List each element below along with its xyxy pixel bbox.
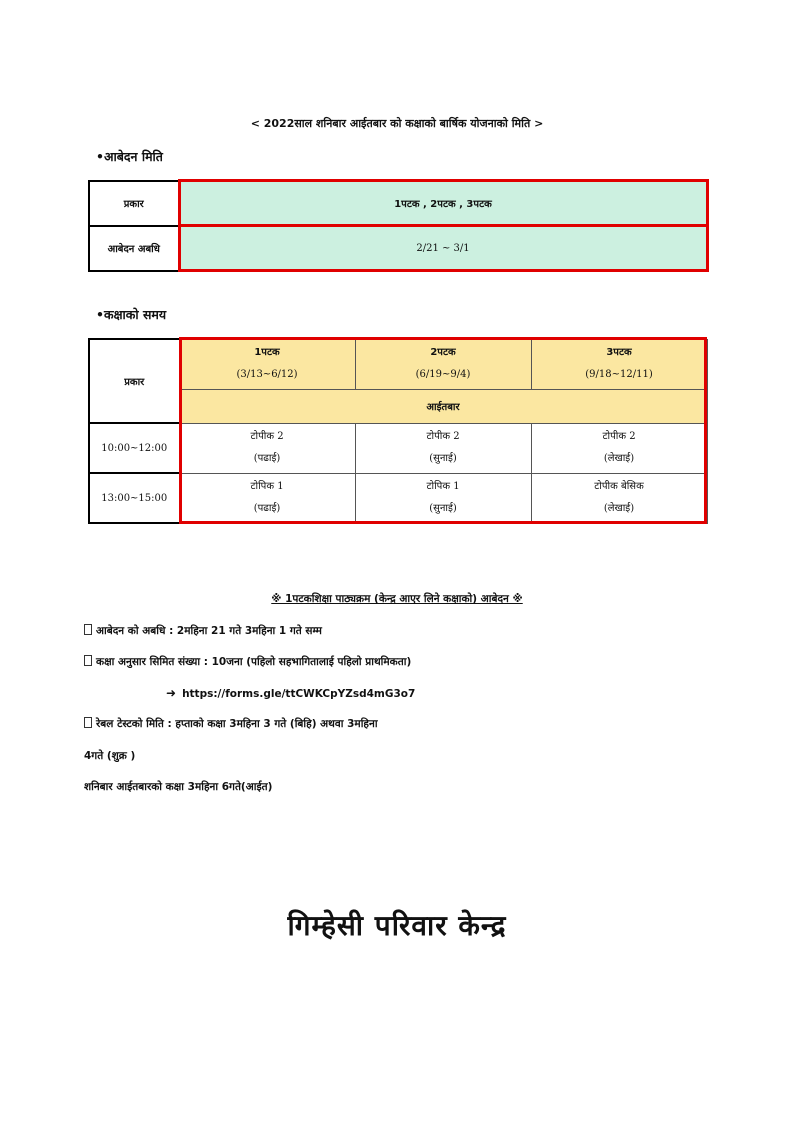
bullet-icon: [84, 717, 92, 728]
form-link-line: [166, 686, 415, 700]
document-title: < 2022साल शनिबार आईतबार को कक्षाको बार्षिक योजनाको मिति >: [250, 117, 544, 130]
topic-label: टोपीक 2: [602, 431, 636, 442]
bullet-icon: [84, 655, 92, 666]
type-value: 1पटक , 2पटक , 3पटक: [179, 181, 707, 226]
level-test-line: [84, 717, 378, 731]
term-2-name: 2पटक: [430, 347, 456, 358]
topic-label: टोपिक 1: [426, 481, 460, 492]
term-2-cell: [355, 339, 531, 389]
skill-label: (लेखाई): [603, 453, 635, 464]
table-row: [89, 339, 707, 389]
class-time-table: [88, 338, 708, 524]
topic-label: टोपीक बेसिक: [594, 481, 644, 492]
day-label: आईतबार: [179, 389, 707, 423]
table-row: [89, 389, 707, 423]
application-period-line: [84, 624, 322, 638]
skill-label: (पढाई): [253, 503, 281, 514]
capacity-line: [84, 655, 411, 669]
topic-label: टोपीक 2: [426, 431, 460, 442]
type-label: प्रकार: [89, 339, 179, 423]
table-row: [89, 181, 707, 226]
term-3-cell: [531, 339, 707, 389]
term-1-cell: [179, 339, 355, 389]
level-test-text: रेबल टेस्टको मिति : हप्ताको कक्षा 3महिना 3 गते (बिहि) अथवा 3महिना: [96, 718, 378, 730]
type-label: प्रकार: [89, 181, 179, 226]
organization-name: गिम्हेसी परिवार केन्द्र: [287, 909, 507, 942]
topic-label: टोपीक 2: [250, 431, 284, 442]
slot-1-term-2: [355, 423, 531, 473]
period-text: आबेदन को अबधि : 2महिना 21 गते 3महिना 1 गते सम्म: [96, 625, 322, 637]
skill-label: (पढाई): [253, 453, 281, 464]
term-3-name: 3पटक: [606, 347, 632, 358]
application-table: [88, 179, 709, 272]
slot-2-term-1: [179, 473, 355, 523]
period-label: आबेदन अबधि: [89, 226, 179, 271]
form-link[interactable]: https://forms.gle/ttCWKCpYZsd4mG3o7: [182, 688, 416, 700]
term-3-range: (9/18~12/11): [585, 369, 653, 380]
period-value: 2/21 ~ 3/1: [179, 226, 707, 271]
slot-1-term-3: [531, 423, 707, 473]
arrow-right-icon: ➜: [166, 686, 177, 700]
capacity-text: कक्षा अनुसार सिमित संख्या : 10जना (पहिलो सहभागितालाई पहिलो प्राथमिकता): [96, 656, 412, 668]
term-1-name: 1पटक: [254, 347, 280, 358]
slot-1-term-1: [179, 423, 355, 473]
table-row: [89, 473, 707, 523]
slot-2-term-2: [355, 473, 531, 523]
term-1-range: (3/13~6/12): [236, 369, 298, 380]
table-row: [89, 226, 707, 271]
weekend-test-line: शनिबार आईतबारको कक्षा 3महिना 6गते(आईत): [84, 781, 273, 793]
slot-2-time: 13:00~15:00: [89, 473, 179, 523]
skill-label: (लेखाई): [603, 503, 635, 514]
bullet-icon: [84, 624, 92, 635]
slot-2-term-3: [531, 473, 707, 523]
skill-label: (सुनाई): [429, 503, 457, 514]
term-2-range: (6/19~9/4): [415, 369, 471, 380]
notice-heading: ※ 1पटकशिक्षा पाठ्यक्रम (केन्द्र आएर लिने कक्षाको) आबेदन ※: [271, 593, 523, 605]
application-date-heading: •आबेदन मिति: [96, 149, 163, 164]
skill-label: (सुनाई): [429, 453, 457, 464]
table-row: [89, 423, 707, 473]
level-test-continued: 4गते (शुक्र ): [84, 750, 136, 762]
slot-1-time: 10:00~12:00: [89, 423, 179, 473]
class-time-heading: •कक्षाको समय: [96, 307, 167, 322]
topic-label: टोपिक 1: [250, 481, 284, 492]
